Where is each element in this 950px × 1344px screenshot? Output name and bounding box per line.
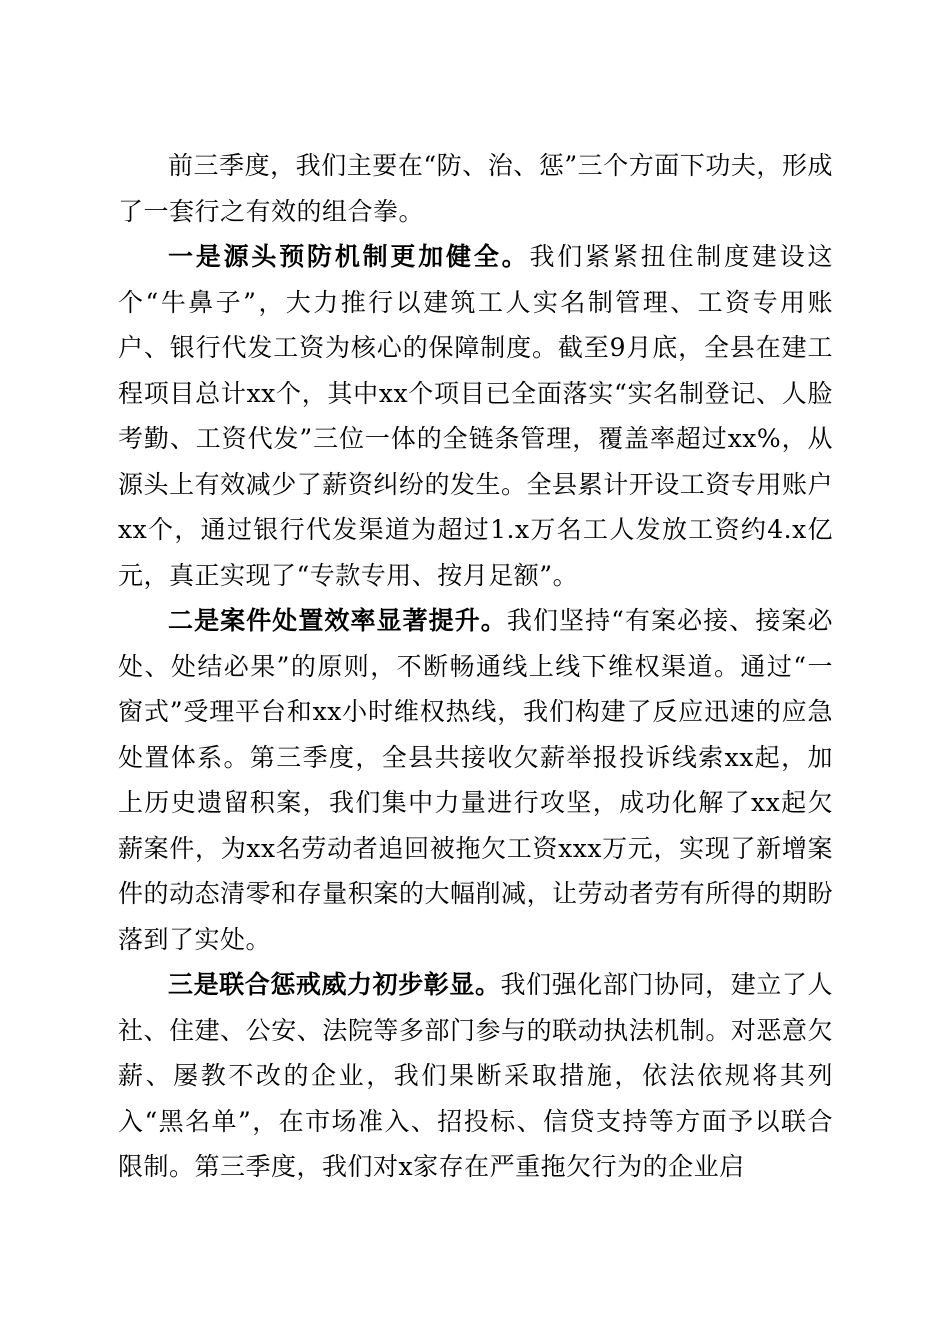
paragraph-lead: 一是源头预防机制更加健全。 (168, 242, 530, 271)
paragraph-text: 我们坚持“有案必接、接案必处、处结必果”的原则，不断畅通线上线下维权渠道。通过“一窗式”受理平台和xx小时维权热线，我们构建了反应迅速的应急处置体系。第三季度，全县共接收欠薪举报投诉线索xx起，加上历史遗留积案，我们集中力量进行攻坚，成功化解了xx起欠薪案件，为xx名劳动者追回被拖欠工资xxx万元，实现了新增案件的动态清零和存量积案的大幅削减，让劳动者劳有所得的期盼落到了实处。 (118, 606, 833, 954)
paragraph-text: 我们强化部门协同，建立了人社、住建、公安、法院等多部门参与的联动执法机制。对恶意欠薪、屡教不改的企业，我们果断采取措施，依法依规将其列入“黑名单”，在市场准入、招投标、信贷支持等方面予以联合限制。第三季度，我们对x家存在严重拖欠行为的企业启 (118, 970, 833, 1181)
paragraph-case-handling (118, 598, 833, 962)
document-body (118, 143, 833, 1190)
paragraph-lead: 二是案件处置效率显著提升。 (168, 606, 507, 635)
paragraph-text: 前三季度，我们主要在“防、治、惩”三个方面下功夫，形成了一套行之有效的组合拳。 (118, 151, 833, 226)
paragraph-joint-punishment (118, 962, 833, 1190)
paragraph-source-prevention (118, 234, 833, 598)
paragraph-intro (118, 143, 833, 234)
paragraph-lead: 三是联合惩戒威力初步彰显。 (168, 970, 501, 999)
paragraph-text: 我们紧紧扭住制度建设这个“牛鼻子”，大力推行以建筑工人实名制管理、工资专用账户、银行代发工资为核心的保障制度。截至9月底，全县在建工程项目总计xx个，其中xx个项目已全面落实“实名制登记、人脸考勤、工资代发”三位一体的全链条管理，覆盖率超过xx%，从源头上有效减少了薪资纠纷的发生。全县累计开设工资专用账户xx个，通过银行代发渠道为超过1.x万名工人发放工资约4.x亿元，真正实现了“专款专用、按月足额”。 (118, 242, 833, 590)
